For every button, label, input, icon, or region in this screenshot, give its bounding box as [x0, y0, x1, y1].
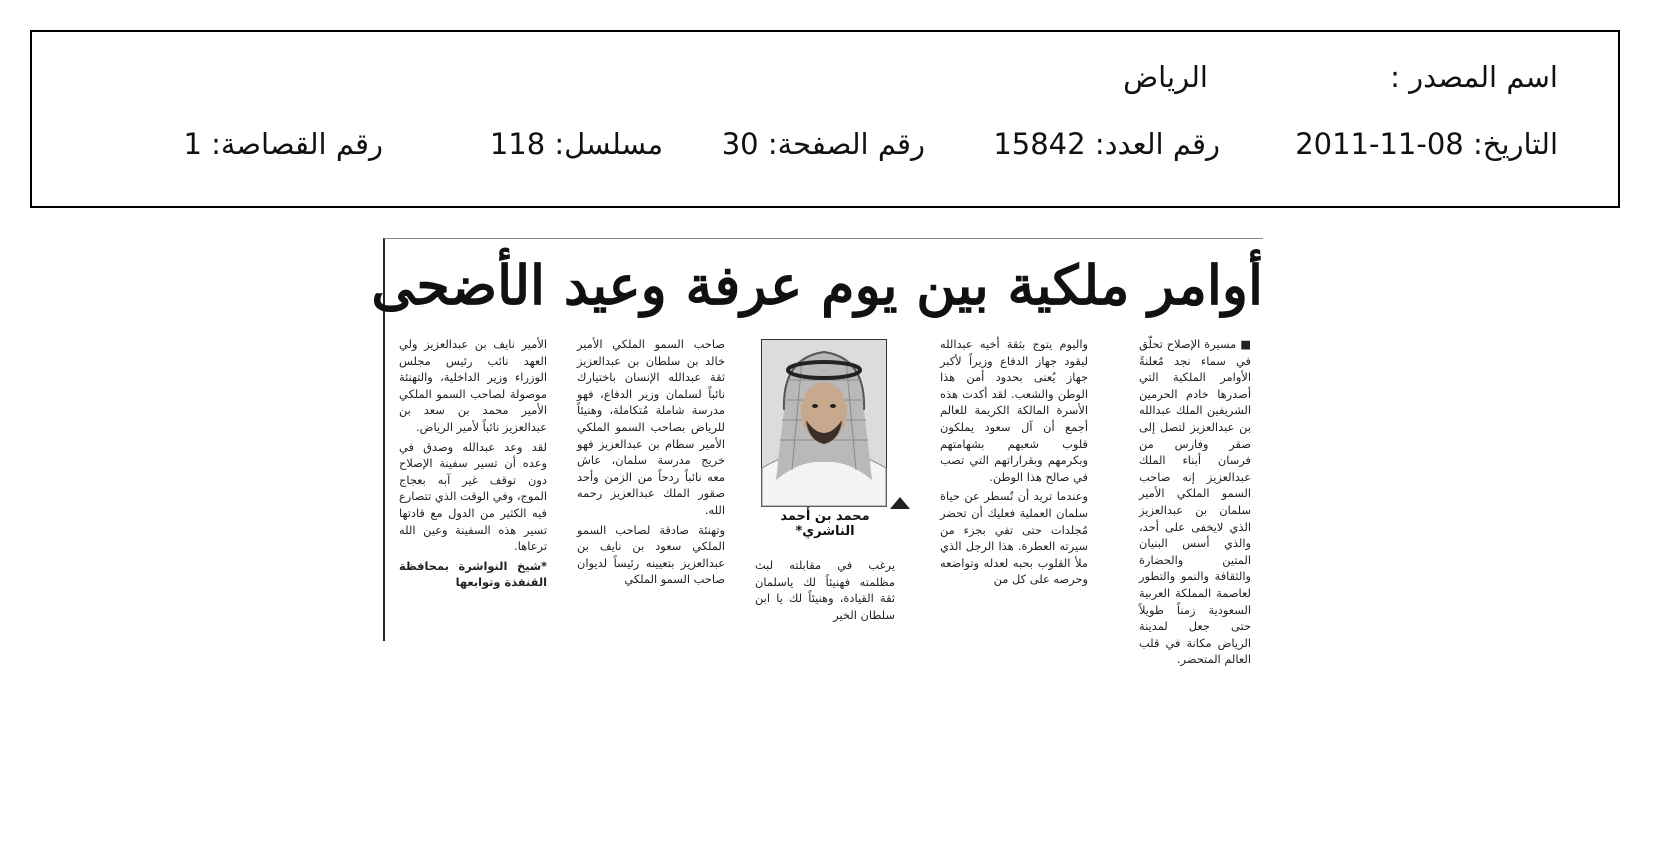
clip-label: رقم القصاصة:: [211, 127, 383, 161]
paragraph: صاحب السمو الملكي الأمير خالد بن سلطان بن عبدالعزيز ثقة عبدالله الإنسان باختيارك نائباً لسلمان وزير الدفاع، فهو مدرسة شاملة مُتكاملة، وهنيئاً للرياض بصاحب السمو الملكي الأمير سطام بن عبدالعزيز فهو خريج مدرسة سلمان، عاش معه نائباً ردحاً من الزمن وأحد صقور الملك عبدالعزيز رحمه الله.: [577, 337, 725, 517]
paragraph: الأمير نايف بن عبدالعزيز ولي العهد نائب رئيس مجلس الوزراء وزير الداخلية، والتهنئة موصولة لصاحب السمو الملكي الأمير محمد بن سعد بن عبدالعزيز نائباً لأمير الرياض.: [399, 337, 547, 434]
source-label-text: اسم المصدر :: [1390, 60, 1558, 94]
author-portrait-image: [761, 339, 887, 507]
date-field: [1295, 127, 1558, 161]
paragraph: يرغب في مقابلته لبث مظلمته فهنيئاً لك ياسلمان ثقة القيادة، وهنيئاً لك يا ابن سلطان الخير: [755, 558, 895, 622]
author-caption: محمد بن أحمد الناشري*: [780, 509, 870, 539]
article-column-4: [577, 336, 725, 636]
page-value: 30: [721, 127, 759, 161]
page-label: رقم الصفحة:: [767, 127, 925, 161]
clip-value: 1: [183, 127, 202, 161]
author-portrait-icon: [762, 340, 886, 506]
date-value: 2011-11-08: [1295, 127, 1464, 161]
clipping-metadata-box: [30, 30, 1620, 208]
article-column-3: [755, 557, 895, 857]
paragraph: وتهنئة صادقة لصاحب السمو الملكي سعود بن نايف بن عبدالعزيز بتعيينه رئيساً لديوان صاحب السمو الملكي: [577, 522, 725, 587]
article-headline: أوامر ملكية بين يوم عرفة وعيد الأضحى: [371, 253, 1263, 317]
date-label: التاريخ:: [1472, 127, 1558, 161]
paragraph: واليوم يتوج بثقة أخيه عبدالله ليقود جهاز الدفاع وزيراً لأكبر جهاز يُعنى بحدود أمن هذا الوطن والشعب. لقد أكدت هذه الأسرة المالكة الكريمة للعالم أجمع أن آل سعود يملكون قلوب شعبهم بشهامتهم وبكرمهم وبقراراتهم التي تصب في صالح هذا الوطن.: [940, 337, 1088, 484]
serial-field: [490, 127, 663, 161]
issue-label: رقم العدد:: [1094, 127, 1220, 161]
paragraph: لقد وعد عبدالله وصدق في وعده أن تسير سفينة الإصلاح دون توقف غير آبه بعجاج الموج، وفي الوقت الذي تتصارع فيه الكثير من الدول مع قادتها تسير هذه السفينة وعين الله ترعاها.: [399, 439, 547, 554]
serial-value: 118: [489, 127, 546, 161]
page-number-field: [722, 127, 925, 161]
newspaper-clipping: [371, 238, 1263, 667]
clip-number-field: [183, 127, 383, 161]
serial-label: مسلسل:: [554, 127, 663, 161]
issue-value: 15842: [993, 127, 1086, 161]
paragraph: وعندما تريد أن تُسطر عن حياة سلمان العملية فعليك أن تحضر مُجلدات حتى تفي بجزء من سيرته العطرة. هذا الرجل الذي ملأ القلوب بحبه لعدله وتواضعه وحرصه على كل من: [940, 489, 1088, 587]
source-label: [1390, 60, 1558, 94]
paragraph: ■ مسيرة الإصلاح تحلّق في سماء نجد مُعلنةً الأوامر الملكية التي أصدرها خادم الحرمين الشريفين الملك عبدالله بن عبدالعزيز لتصل إلى صقر وفارس من فرسان أبناء الملك عبدالعزيز إنه صاحب السمو الملكي الأمير سلمان بن عبدالعزيز الذي لايخفى على أحد، والذي أسس البنيان المتين والحضارة والثقافة والنمو والتطور لعاصمة المملكة العربية السعودية زمناً طويلاً حتى جعل لمدينة الرياض مكانة في قلب العالم المتحضر.: [1139, 337, 1251, 667]
article-column-2: [940, 336, 1088, 636]
source-value-text: الرياض: [1123, 60, 1208, 94]
author-signature: *شيخ النواشرة بمحافظة القنفذة وتوابعها: [399, 558, 547, 590]
article-column-1: [1139, 336, 1251, 667]
article-column-5: [399, 336, 547, 636]
source-value: [1123, 60, 1208, 94]
issue-number-field: [993, 127, 1220, 161]
caption-marker-icon: [890, 497, 910, 509]
